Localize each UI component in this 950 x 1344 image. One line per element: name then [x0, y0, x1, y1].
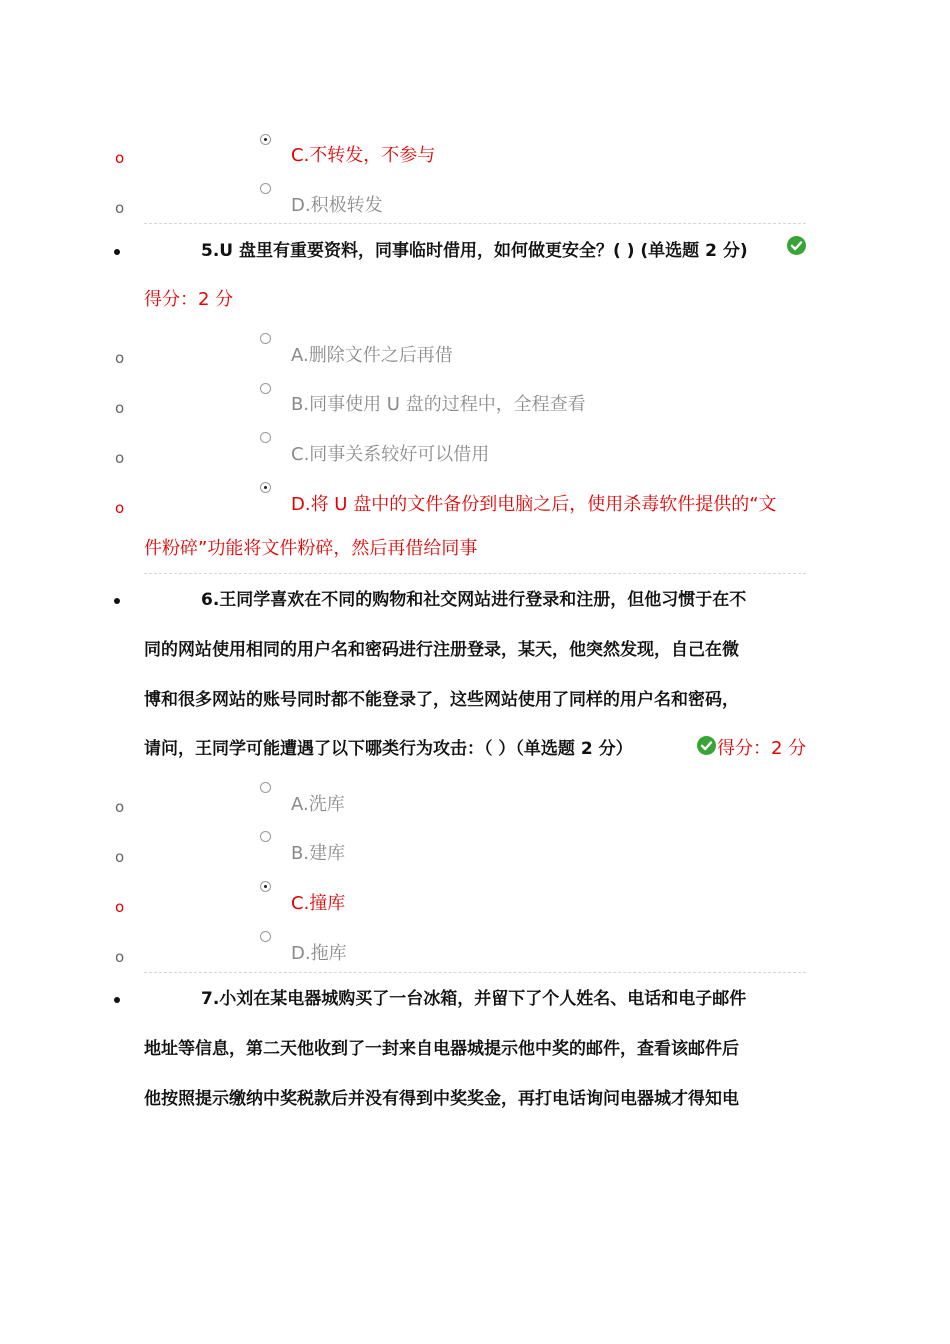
- option-radio-q4-d[interactable]: [260, 183, 271, 194]
- question-text-q6-line4: 请问，王同学可能遭遇了以下哪类行为攻击：（ ）（单选题 2 分）: [144, 739, 633, 759]
- option-radio-q5-d[interactable]: [260, 482, 271, 493]
- option-label-q5-c: C.同事关系较好可以借用: [291, 444, 490, 465]
- option-bullet: o: [115, 499, 125, 517]
- option-radio-q6-a[interactable]: [260, 782, 271, 793]
- question-text-q6-line1: 6.王同学喜欢在不同的购物和社交网站进行登录和注册，但他习惯于在不: [201, 590, 747, 610]
- option-label-q5-a: A.删除文件之后再借: [291, 345, 453, 366]
- option-radio-q5-c[interactable]: [260, 432, 271, 443]
- question-divider: [144, 223, 806, 224]
- option-bullet: o: [115, 199, 125, 217]
- option-radio-q6-c[interactable]: [260, 881, 271, 892]
- question-divider: [144, 972, 806, 973]
- question-bullet: [114, 997, 120, 1003]
- question-text-q7-line1: 7.小刘在某电器城购买了一台冰箱，并留下了个人姓名、电话和电子邮件: [201, 989, 747, 1009]
- option-label-q4-d: D.积极转发: [291, 195, 383, 216]
- option-bullet: o: [115, 948, 125, 966]
- option-label-q6-a: A.洗库: [291, 794, 345, 815]
- question-text-q6-line3: 博和很多网站的账号同时都不能登录了，这些网站使用了同样的用户名和密码，: [144, 690, 739, 710]
- option-label-q4-c: C.不转发，不参与: [291, 145, 436, 166]
- correct-check-icon: [697, 736, 716, 755]
- question-text-q6-line2: 同的网站使用相同的用户名和密码进行注册登录，某天，他突然发现，自己在微: [144, 640, 739, 660]
- option-bullet: o: [115, 399, 125, 417]
- option-radio-q5-b[interactable]: [260, 383, 271, 394]
- option-label-q5-d-continued: 件粉碎”功能将文件粉碎，然后再借给同事: [144, 538, 478, 559]
- option-radio-q4-c[interactable]: [260, 134, 271, 145]
- question-text-q7-line3: 他按照提示缴纳中奖税款后并没有得到中奖奖金，再打电话询问电器城才得知电: [144, 1089, 739, 1109]
- option-bullet: o: [115, 149, 125, 167]
- option-label-q6-b: B.建库: [291, 843, 346, 864]
- option-radio-q6-d[interactable]: [260, 931, 271, 942]
- score-text-q5: 得分：2 分: [144, 289, 234, 310]
- question-text-q5: 5.U 盘里有重要资料，同事临时借用，如何做更安全？( ) (单选题 2 分): [201, 241, 748, 261]
- correct-check-icon: [787, 236, 806, 255]
- question-bullet: [114, 249, 120, 255]
- question-divider: [144, 573, 806, 574]
- option-bullet: o: [115, 898, 125, 916]
- score-text-q6: 得分：2 分: [717, 738, 807, 759]
- option-label-q5-b: B.同事使用 U 盘的过程中，全程查看: [291, 394, 586, 415]
- option-bullet: o: [115, 798, 125, 816]
- option-radio-q6-b[interactable]: [260, 831, 271, 842]
- option-label-q5-d: D.将 U 盘中的文件备份到电脑之后，使用杀毒软件提供的“文: [291, 494, 777, 515]
- option-radio-q5-a[interactable]: [260, 333, 271, 344]
- option-bullet: o: [115, 848, 125, 866]
- option-bullet: o: [115, 349, 125, 367]
- option-label-q6-c: C.撞库: [291, 893, 346, 914]
- question-text-q7-line2: 地址等信息，第二天他收到了一封来自电器城提示他中奖的邮件，查看该邮件后: [144, 1039, 739, 1059]
- option-label-q6-d: D.拖库: [291, 943, 347, 964]
- question-bullet: [114, 598, 120, 604]
- option-bullet: o: [115, 449, 125, 467]
